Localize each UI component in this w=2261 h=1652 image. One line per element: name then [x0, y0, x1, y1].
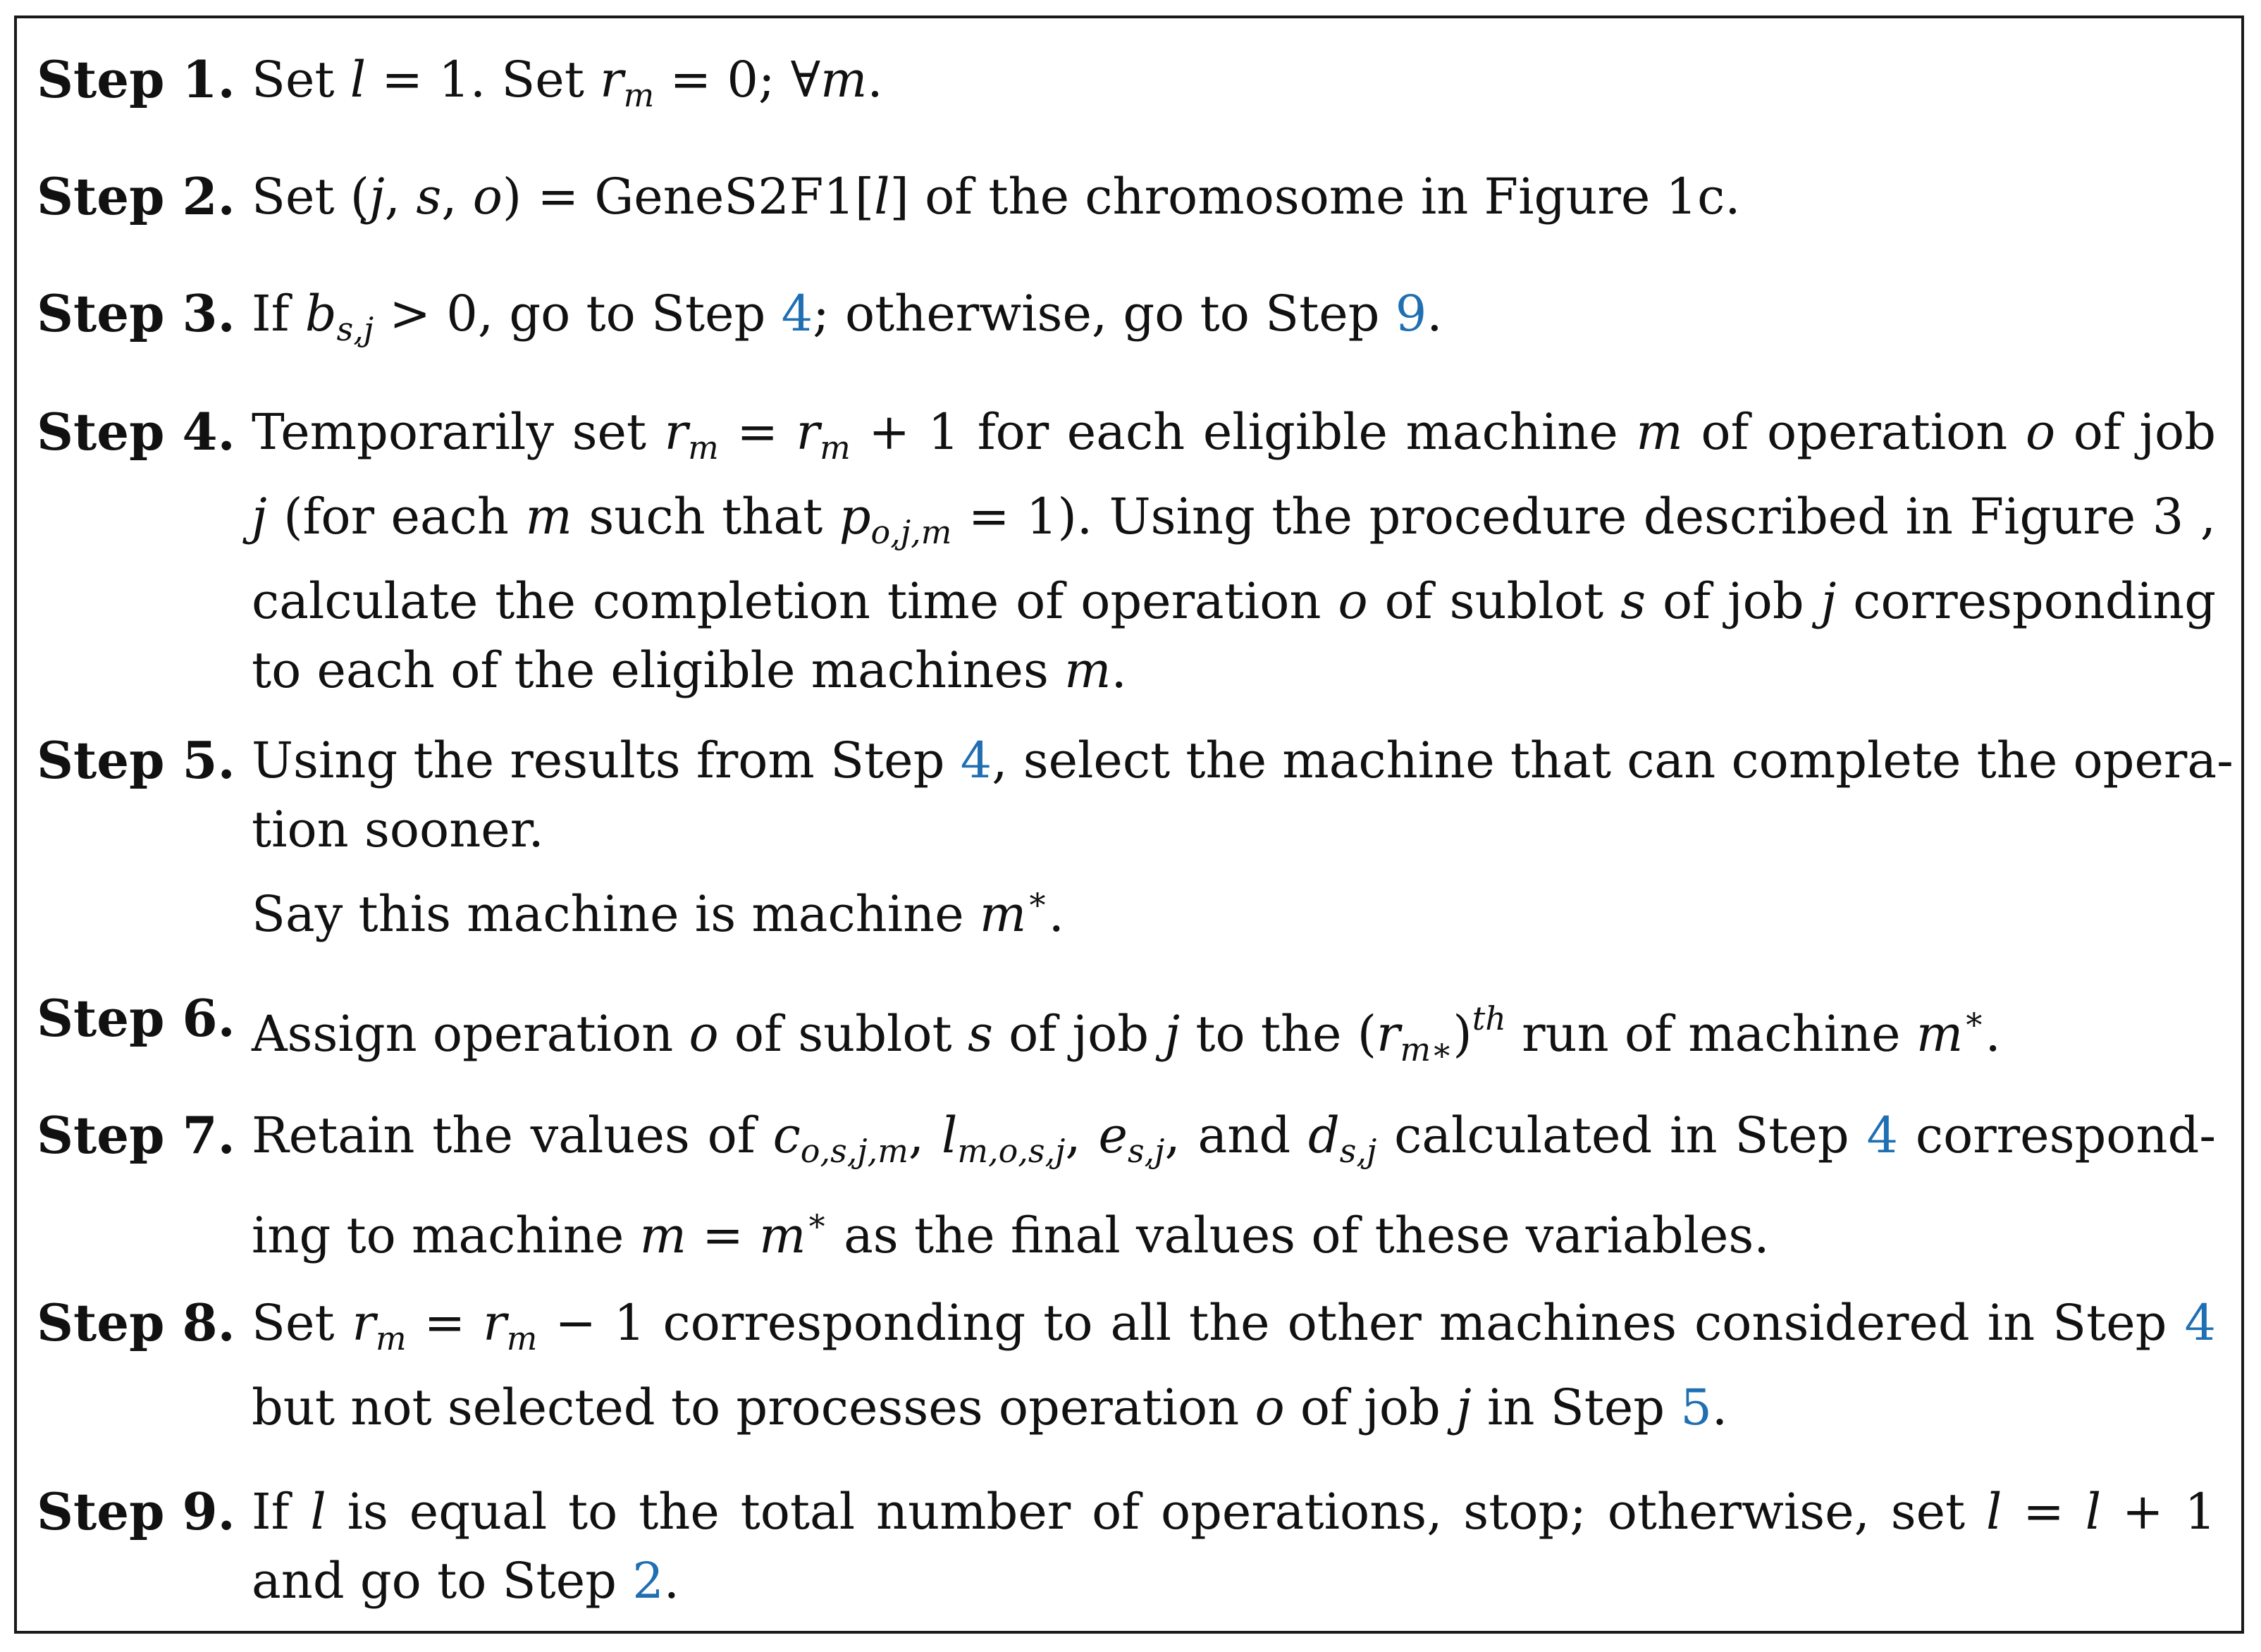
- text-run: Retain the values of: [252, 1107, 773, 1164]
- step-text-line: [252, 162, 2216, 231]
- math-variable: b: [304, 285, 337, 343]
- step-label: Step 2.: [37, 166, 235, 226]
- text-run: .: [1427, 285, 1443, 343]
- step-8: [37, 1288, 2216, 1442]
- math-superscript: ∗: [1963, 999, 1985, 1037]
- step-reference-link[interactable]: 2: [632, 1552, 664, 1610]
- math-operator: =: [686, 1207, 760, 1264]
- text-run: ): [1453, 1005, 1472, 1063]
- text-run: ,: [1065, 1107, 1099, 1164]
- math-variable: p: [839, 488, 871, 545]
- math-subscript: m,o,s,j: [957, 1132, 1066, 1170]
- math-variable: s: [416, 168, 442, 226]
- step-body: [252, 279, 2216, 364]
- step-4: [37, 397, 2216, 705]
- math-superscript: ∗: [1026, 880, 1049, 918]
- text-run: ing to machine: [252, 1207, 640, 1264]
- text-run: Using the results from Step: [252, 732, 961, 789]
- step-body: [252, 984, 2216, 1084]
- step-label: Step 7.: [37, 1105, 235, 1165]
- text-run: of operation: [1682, 403, 2026, 461]
- step-text-line: [252, 726, 2234, 795]
- math-subscript: m: [623, 76, 655, 114]
- step-body: [252, 1101, 2216, 1270]
- math-variable: j: [1164, 1005, 1181, 1063]
- text-run: run of machine: [1505, 1005, 1916, 1063]
- step-text-line: [252, 636, 2216, 705]
- text-run: .: [1111, 641, 1127, 699]
- math-variable: o: [2025, 403, 2056, 461]
- math-variable: j: [1456, 1379, 1472, 1436]
- step-text-line: [252, 1546, 2216, 1615]
- math-operator: = 0; ∀: [654, 51, 820, 109]
- text-run: of job: [2055, 403, 2216, 461]
- math-variable: m: [1064, 641, 1111, 699]
- step-body: [252, 397, 2216, 705]
- math-subscript: s,j: [1127, 1132, 1165, 1170]
- math-variable: m: [1636, 403, 1683, 461]
- text-run: of sublot: [718, 1005, 968, 1063]
- math-variable: l: [310, 1483, 326, 1541]
- math-variable: r: [600, 51, 624, 109]
- math-operator: ,: [441, 168, 473, 226]
- math-variable: m: [525, 488, 572, 545]
- text-run: .: [1048, 885, 1064, 943]
- step-text-line: [252, 45, 2216, 130]
- step-text-line: [252, 984, 2216, 1084]
- text-run: ; otherwise, go to Step: [813, 285, 1396, 343]
- text-run: as the final values of these variables.: [827, 1207, 1770, 1264]
- math-operator: > 0, go to Step: [374, 285, 782, 343]
- math-variable: e: [1098, 1107, 1128, 1164]
- algorithm-box: [14, 16, 2244, 1634]
- text-run: ] of the chromosome in Figure 1c.: [889, 168, 1741, 226]
- step-text-line: [252, 397, 2216, 482]
- math-subscript: m: [688, 429, 719, 467]
- text-run: , select the machine that can complete the opera-: [992, 732, 2234, 789]
- text-run: Assign operation: [252, 1005, 689, 1063]
- text-run: tion sooner.: [252, 801, 544, 858]
- math-operator: ) = GeneS2F1[: [502, 168, 875, 226]
- step-label: Step 5.: [37, 730, 235, 790]
- step-text-line: [252, 1185, 2216, 1270]
- math-operator: ,: [384, 168, 417, 226]
- text-run: .: [1711, 1379, 1728, 1436]
- text-run: Set: [252, 51, 350, 109]
- text-run: If: [252, 1483, 311, 1541]
- math-variable: j: [252, 488, 267, 545]
- text-run: is equal to the total number of operations, stop; otherwise, set: [326, 1483, 1987, 1541]
- step-7: [37, 1101, 2216, 1270]
- step-text-line: [252, 795, 2234, 864]
- math-variable: o: [472, 168, 503, 226]
- math-variable: m: [759, 1207, 806, 1264]
- text-run: of job: [1646, 572, 1821, 630]
- text-run: Set (: [252, 168, 370, 226]
- math-operator: = 1. Set: [366, 51, 600, 109]
- math-subscript: o,s,j,m: [800, 1132, 908, 1170]
- step-text-line: [252, 1477, 2216, 1546]
- step-label: Step 4.: [37, 402, 235, 462]
- step-5: [37, 726, 2234, 949]
- step-body: [252, 726, 2234, 949]
- math-subscript: m: [820, 429, 851, 467]
- math-operator: + 1: [2101, 1483, 2217, 1541]
- math-operator: − 1 corresponding to all the other machines considered in Step: [537, 1294, 2185, 1352]
- step-body: [252, 1288, 2216, 1442]
- text-run: of sublot: [1367, 572, 1621, 630]
- step-reference-link[interactable]: 9: [1395, 285, 1427, 343]
- math-subscript: m: [506, 1319, 538, 1357]
- math-variable: s: [967, 1005, 993, 1063]
- math-variable: r: [664, 403, 689, 461]
- step-text-line: [252, 482, 2216, 567]
- step-label: Step 9.: [37, 1481, 235, 1541]
- math-variable: l: [1986, 1483, 2002, 1541]
- step-text-line: [252, 1101, 2216, 1185]
- math-variable: r: [483, 1294, 507, 1352]
- step-text-line: [252, 1373, 2216, 1442]
- math-operator: + 1 for each eligible machine: [850, 403, 1637, 461]
- math-variable: o: [689, 1005, 719, 1063]
- step-label: Step 3.: [37, 283, 235, 343]
- step-reference-link[interactable]: 4: [960, 732, 992, 789]
- step-text-line: [252, 279, 2216, 364]
- math-variable: j: [369, 168, 385, 226]
- math-variable: l: [874, 168, 890, 226]
- text-run: (for each: [266, 488, 526, 545]
- text-run: calculated in Step: [1376, 1107, 1867, 1164]
- text-run: to each of the eligible machines: [252, 641, 1065, 699]
- step-1: [37, 45, 2216, 130]
- math-variable: s: [1620, 572, 1646, 630]
- text-run: such that: [572, 488, 839, 545]
- step-reference-link[interactable]: 4: [2184, 1294, 2217, 1352]
- math-operator: =: [2002, 1483, 2086, 1541]
- math-variable: m: [639, 1207, 686, 1264]
- text-run: Set: [252, 1294, 352, 1352]
- text-run: in Step: [1471, 1379, 1681, 1436]
- math-variable: r: [1376, 1005, 1400, 1063]
- text-run: but not selected to processes operation: [252, 1379, 1255, 1436]
- math-variable: m: [979, 885, 1027, 943]
- step-label: Step 6.: [37, 988, 235, 1048]
- math-variable: o: [1255, 1379, 1285, 1436]
- step-reference-link[interactable]: 5: [1680, 1379, 1712, 1436]
- step-label: Step 1.: [37, 49, 235, 109]
- math-variable: r: [796, 403, 820, 461]
- text-run: to the (: [1180, 1005, 1377, 1063]
- step-6: [37, 984, 2216, 1084]
- math-subscript: m∗: [1400, 1030, 1453, 1068]
- math-superscript: th: [1472, 999, 1506, 1037]
- math-operator: =: [718, 403, 796, 461]
- text-run: of job: [1284, 1379, 1457, 1436]
- step-text-line: [252, 1288, 2216, 1373]
- math-subscript: s,j: [1339, 1132, 1377, 1170]
- step-reference-link[interactable]: 4: [1866, 1107, 1899, 1164]
- math-variable: l: [350, 51, 366, 109]
- step-reference-link[interactable]: 4: [781, 285, 813, 343]
- step-2: [37, 162, 2216, 231]
- text-run: and go to Step: [252, 1552, 633, 1610]
- text-run: ,: [908, 1107, 942, 1164]
- math-variable: l: [2085, 1483, 2102, 1541]
- math-subscript: m: [375, 1319, 407, 1357]
- text-run: Temporarily set: [252, 403, 665, 461]
- step-label: Step 8.: [37, 1293, 235, 1352]
- text-run: , and: [1164, 1107, 1308, 1164]
- step-body: [252, 45, 2216, 130]
- math-variable: j: [1820, 572, 1837, 630]
- text-run: of job: [992, 1005, 1165, 1063]
- step-body: [252, 1477, 2216, 1615]
- text-run: Say this machine is machine: [252, 885, 980, 943]
- text-run: .: [867, 51, 883, 109]
- math-operator: = 1). Using the procedure described in Figure 3 ,: [951, 488, 2216, 545]
- text-run: .: [1985, 1005, 2001, 1063]
- step-text-line: [252, 567, 2216, 636]
- text-run: If: [252, 285, 305, 343]
- math-variable: c: [772, 1107, 801, 1164]
- math-variable: m: [1916, 1005, 1964, 1063]
- math-variable: l: [941, 1107, 958, 1164]
- math-operator: =: [406, 1294, 483, 1352]
- step-body: [252, 162, 2216, 231]
- math-variable: r: [352, 1294, 376, 1352]
- math-superscript: ∗: [806, 1201, 828, 1239]
- math-variable: d: [1307, 1107, 1340, 1164]
- text-run: calculate the completion time of operation: [252, 572, 1338, 630]
- text-run: corresponding: [1836, 572, 2217, 630]
- step-9: [37, 1477, 2216, 1615]
- text-run: .: [663, 1552, 679, 1610]
- text-run: correspond-: [1898, 1107, 2216, 1164]
- math-variable: o: [1338, 572, 1368, 630]
- math-subscript: s,j: [336, 310, 374, 348]
- math-subscript: o,j,m: [870, 513, 952, 551]
- step-text-line: [252, 864, 2234, 949]
- step-3: [37, 279, 2216, 364]
- math-variable: m: [820, 51, 868, 109]
